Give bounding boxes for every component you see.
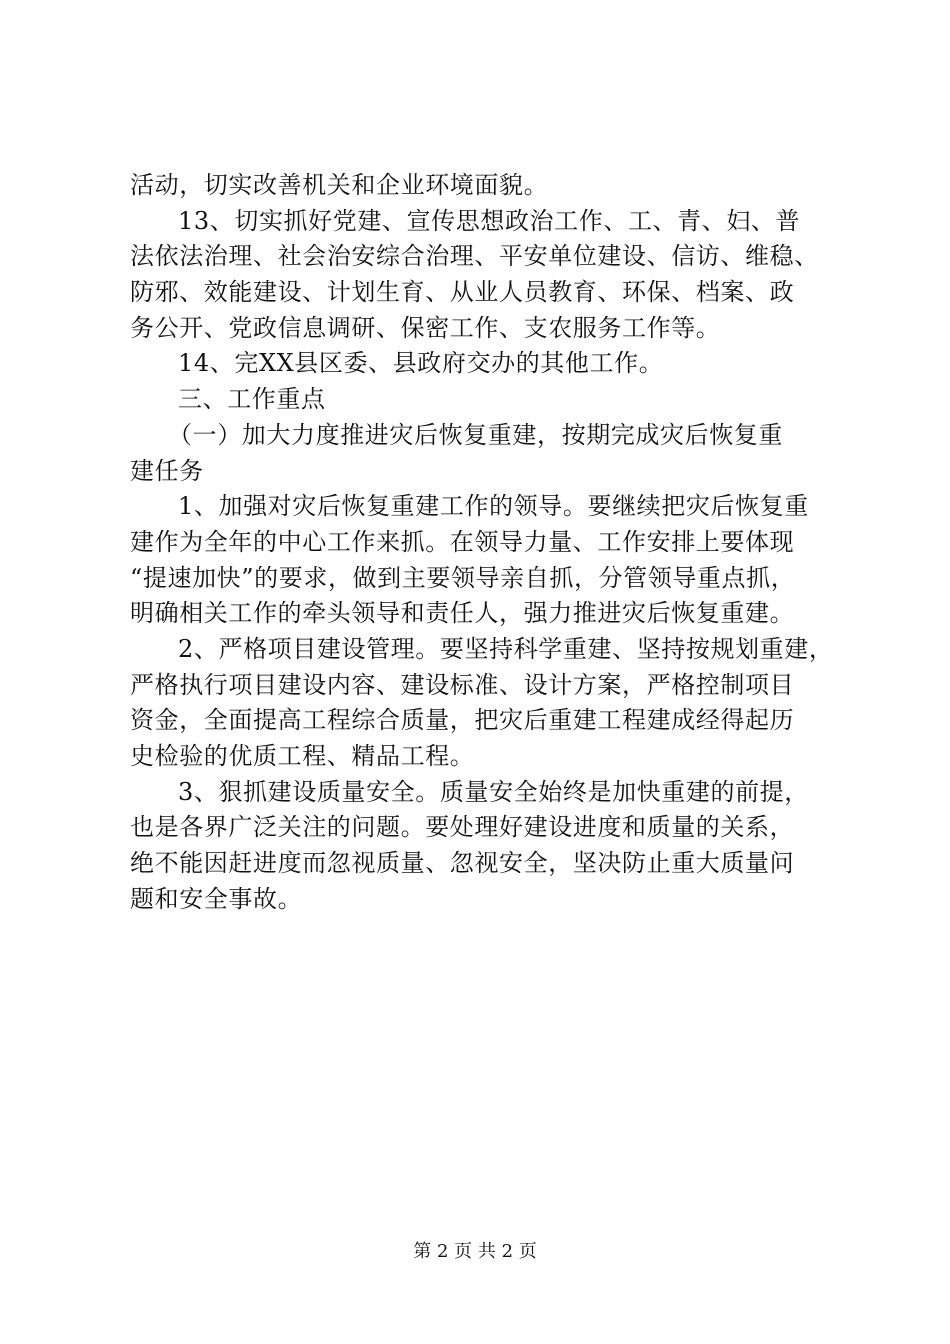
- subsection-heading: （一）加大力度推进灾后恢复重建，按期完成灾后恢复重: [168, 420, 783, 449]
- page-footer: [0, 1240, 950, 1264]
- text-line: 法依法治理、社会治安综合治理、平安单位建设、信访、维稳、: [130, 242, 819, 271]
- document-body: [130, 168, 834, 917]
- text-line: 14、完XX县区委、县政府交办的其他工作。: [178, 349, 664, 378]
- text-line: 题和安全事故。: [130, 884, 303, 913]
- text-line: 明确相关工作的牵头领导和责任人，强力推进灾后恢复重建。: [130, 599, 795, 628]
- text-line: 绝不能因赶进度而忽视质量、忽视安全，坚决防止重大质量问: [130, 849, 795, 878]
- page-number-label: 第 2 页 共 2 页: [413, 1241, 537, 1262]
- text-line: 也是各界广泛关注的问题。要处理好建设进度和质量的关系，: [130, 813, 795, 842]
- text-line: 资金，全面提高工程综合质量，把灾后重建工程建成经得起历: [130, 706, 795, 735]
- text-line: “提速加快”的要求，做到主要领导亲自抓，分管领导重点抓，: [130, 563, 796, 592]
- text-line: 2、严格项目建设管理。要坚持科学重建、坚持按规划重建，: [178, 634, 834, 663]
- text-line: 严格执行项目建设内容、建设标准、设计方案，严格控制项目: [130, 670, 795, 699]
- text-line: 1、加强对灾后恢复重建工作的领导。要继续把灾后恢复重: [178, 492, 809, 521]
- text-line: 防邪、效能建设、计划生育、从业人员教育、环保、档案、政: [130, 278, 795, 307]
- text-line: 建作为全年的中心工作来抓。在领导力量、工作安排上要体现: [130, 527, 795, 556]
- subsection-heading-continuation: 建任务: [130, 456, 204, 485]
- text-line: 3、狠抓建设质量安全。质量安全始终是加快重建的前提，: [178, 777, 809, 806]
- text-line: 13、切实抓好党建、宣传思想政治工作、工、青、妇、普: [178, 206, 801, 235]
- text-line: 务公开、党政信息调研、保密工作、支农服务工作等。: [130, 313, 721, 342]
- section-heading: 三、工作重点: [178, 385, 326, 414]
- text-line: 活动，切实改善机关和企业环境面貌。: [130, 171, 549, 199]
- text-line: 史检验的优质工程、精品工程。: [130, 742, 475, 770]
